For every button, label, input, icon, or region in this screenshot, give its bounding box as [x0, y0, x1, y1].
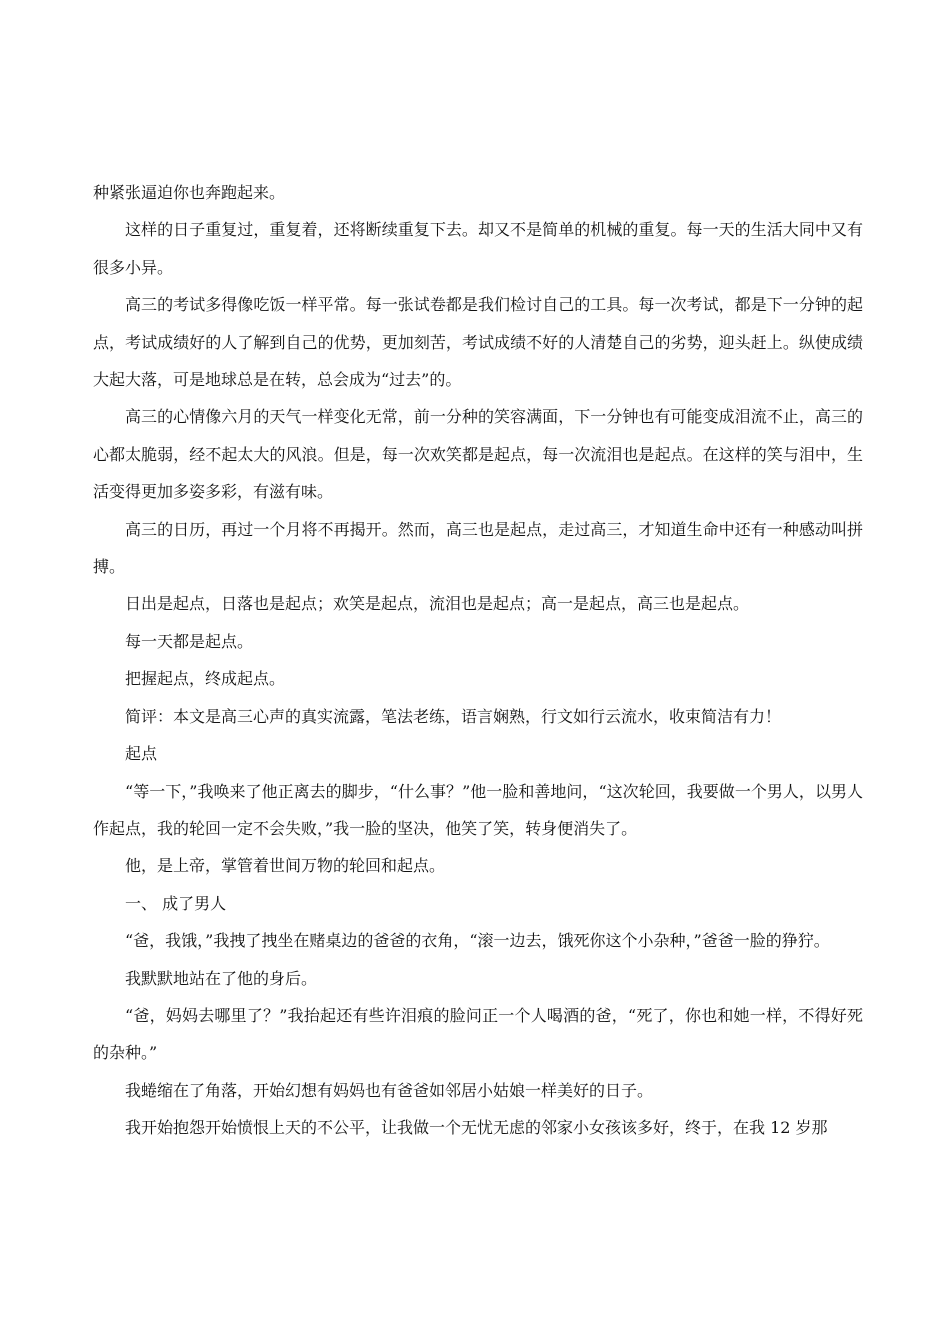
paragraph: 种紧张逼迫你也奔跑起来。: [93, 183, 286, 202]
paragraph: 日出是起点，日落也是起点；欢笑是起点，流泪也是起点；高一是起点，高三也是起点。: [125, 594, 750, 614]
paragraph: 我默默地站在了他的身后。: [125, 968, 318, 988]
article-body: [93, 174, 863, 1147]
paragraph: “等一下，”我唤来了他正离去的脚步，“什么事？”他一脸和善地问，“这次轮回，我要做一个男人，以男人作起点，我的轮回一定不会失败，”我一脸的坚决，他笑了笑，转身便消失了。: [93, 781, 863, 838]
paragraph: “爸，我饿，”我拽了拽坐在赌桌边的爸爸的衣角，“滚一边去，饿死你这个小杂种，”爸爸一脸的狰狞。: [125, 931, 830, 951]
section-title: 起点: [125, 744, 158, 764]
paragraph: 我开始抱怨开始愤恨上天的不公平，让我做一个无忧无虑的邻家小女孩该多好，终于，在我 12 岁那: [125, 1118, 828, 1138]
paragraph: 高三的心情像六月的天气一样变化无常，前一分种的笑容满面，下一分钟也有可能变成泪流不止，高三的心都太脆弱，经不起太大的风浪。但是，每一次欢笑都是起点，每一次流泪也是起点。在这样的笑与泪中，生活变得更加多姿多彩，有滋有味。: [93, 407, 863, 502]
paragraph: 这样的日子重复过，重复着，还将断续重复下去。却又不是简单的机械的重复。每一天的生活大同中又有很多小异。: [93, 220, 863, 277]
paragraph: 高三的日历，再过一个月将不再揭开。然而，高三也是起点，走过高三，才知道生命中还有一种感动叫拼搏。: [93, 519, 863, 577]
paragraph: 把握起点，终成起点。: [125, 669, 286, 689]
paragraph: 高三的考试多得像吃饭一样平常。每一张试卷都是我们检讨自己的工具。每一次考试，都是下一分钟的起点，考试成绩好的人了解到自己的优势，更加刻苦，考试成绩不好的人清楚自己的劣势，迎头赶上。纵使成绩大起大落，可是地球总是在转，总会成为“过去”的。: [93, 295, 863, 390]
review-comment: 简评：本文是高三心声的真实流露，笔法老练，语言娴熟，行文如行云流水，收束简洁有力！: [125, 706, 782, 726]
paragraph: 每一天都是起点。: [125, 631, 254, 651]
paragraph: 我蜷缩在了角落，开始幻想有妈妈也有爸爸如邻居小姑娘一样美好的日子。: [125, 1080, 654, 1100]
paragraph: 他，是上帝，掌管着世间万物的轮回和起点。: [125, 856, 446, 876]
chapter-heading: 一、 成了男人: [125, 893, 227, 913]
paragraph: “爸，妈妈去哪里了？”我抬起还有些许泪痕的脸问正一个人喝酒的爸，“死了，你也和她一样，不得好死的杂种。”: [93, 1005, 863, 1063]
